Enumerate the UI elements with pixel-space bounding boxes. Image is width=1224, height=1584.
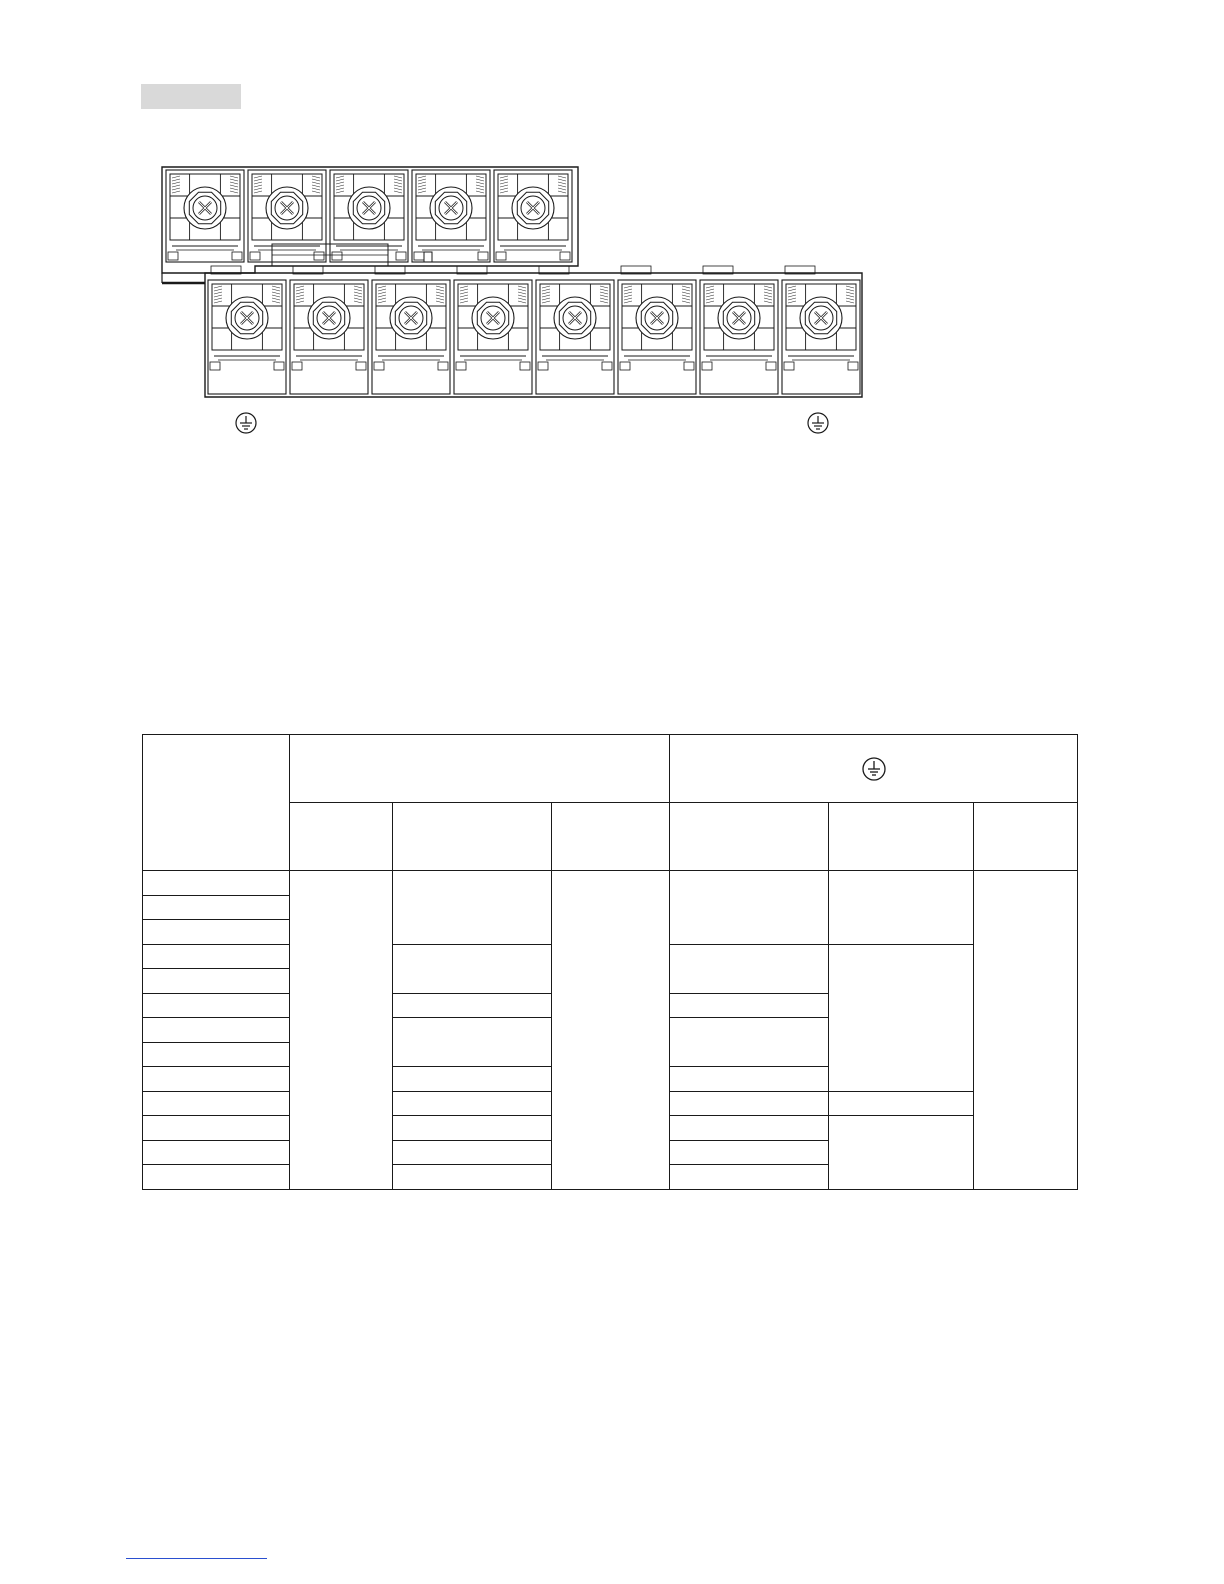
- terminal-screw-block: [494, 170, 572, 262]
- main-col2-cell: [393, 1140, 552, 1165]
- protective-earth-icon: [808, 413, 828, 433]
- model-cell: [143, 1018, 290, 1043]
- ground-col1-cell: [670, 1140, 829, 1165]
- main-col2-cell: [393, 944, 552, 993]
- terminal-screw-block: [372, 280, 450, 394]
- ground-col2-cell: [829, 871, 974, 945]
- main-col2-cell: [393, 1116, 552, 1141]
- ground-col1-cell: [670, 944, 829, 993]
- terminal-screw-block: [166, 170, 244, 262]
- model-header-cell: [143, 735, 290, 871]
- main-subheader-3: [552, 803, 670, 871]
- protective-earth-icon: [236, 413, 256, 433]
- wire-specification-table: [142, 734, 1078, 1190]
- ground-col3-merged: [974, 871, 1078, 1190]
- model-cell: [143, 895, 290, 920]
- model-cell: [143, 1140, 290, 1165]
- ground-col1-cell: [670, 871, 829, 945]
- terminal-screw-block: [290, 280, 368, 394]
- terminal-screw-block: [330, 170, 408, 262]
- terminal-screw-block: [208, 280, 286, 394]
- lower-terminal-row: [205, 266, 862, 397]
- main-col2-cell: [393, 1165, 552, 1190]
- terminal-screw-block: [454, 280, 532, 394]
- ground-col2-cell: [829, 1116, 974, 1190]
- ground-subheader-2: [829, 803, 974, 871]
- model-cell: [143, 871, 290, 896]
- model-cell: [143, 1042, 290, 1067]
- ground-col1-cell: [670, 1116, 829, 1141]
- model-cell: [143, 1116, 290, 1141]
- main-col2-cell: [393, 1091, 552, 1116]
- footer-link-underline[interactable]: [126, 1558, 267, 1559]
- ground-col1-cell: [670, 993, 829, 1018]
- model-cell: [143, 969, 290, 994]
- main-circuit-header-cell: [290, 735, 670, 803]
- main-subheader-1: [290, 803, 393, 871]
- model-cell: [143, 1067, 290, 1092]
- main-col2-cell: [393, 1018, 552, 1067]
- model-cell: [143, 1091, 290, 1116]
- ground-subheader-3: [974, 803, 1078, 871]
- ground-terminal-header-cell: [670, 735, 1078, 803]
- main-col2-cell: [393, 1067, 552, 1092]
- terminal-screw-block: [412, 170, 490, 262]
- main-subheader-2: [393, 803, 552, 871]
- ground-col1-cell: [670, 1091, 829, 1116]
- terminal-screw-block: [618, 280, 696, 394]
- terminal-screw-block: [248, 170, 326, 262]
- terminal-screw-block: [536, 280, 614, 394]
- ground-col1-cell: [670, 1067, 829, 1092]
- ground-subheader-1: [670, 803, 829, 871]
- main-col2-cell: [393, 871, 552, 945]
- main-col2-cell: [393, 993, 552, 1018]
- ground-col1-cell: [670, 1018, 829, 1067]
- ground-col1-cell: [670, 1165, 829, 1190]
- model-cell: [143, 1165, 290, 1190]
- model-cell: [143, 993, 290, 1018]
- ground-col2-cell: [829, 944, 974, 1091]
- model-cell: [143, 920, 290, 945]
- terminal-screw-block: [700, 280, 778, 394]
- ground-col2-cell: [829, 1091, 974, 1116]
- model-cell: [143, 944, 290, 969]
- main-col1-merged: [290, 871, 393, 1190]
- terminal-screw-block: [782, 280, 860, 394]
- protective-earth-icon: [861, 756, 887, 782]
- main-col3-merged: [552, 871, 670, 1190]
- terminal-block-diagram: [0, 0, 1224, 460]
- ground-markers: [236, 413, 828, 433]
